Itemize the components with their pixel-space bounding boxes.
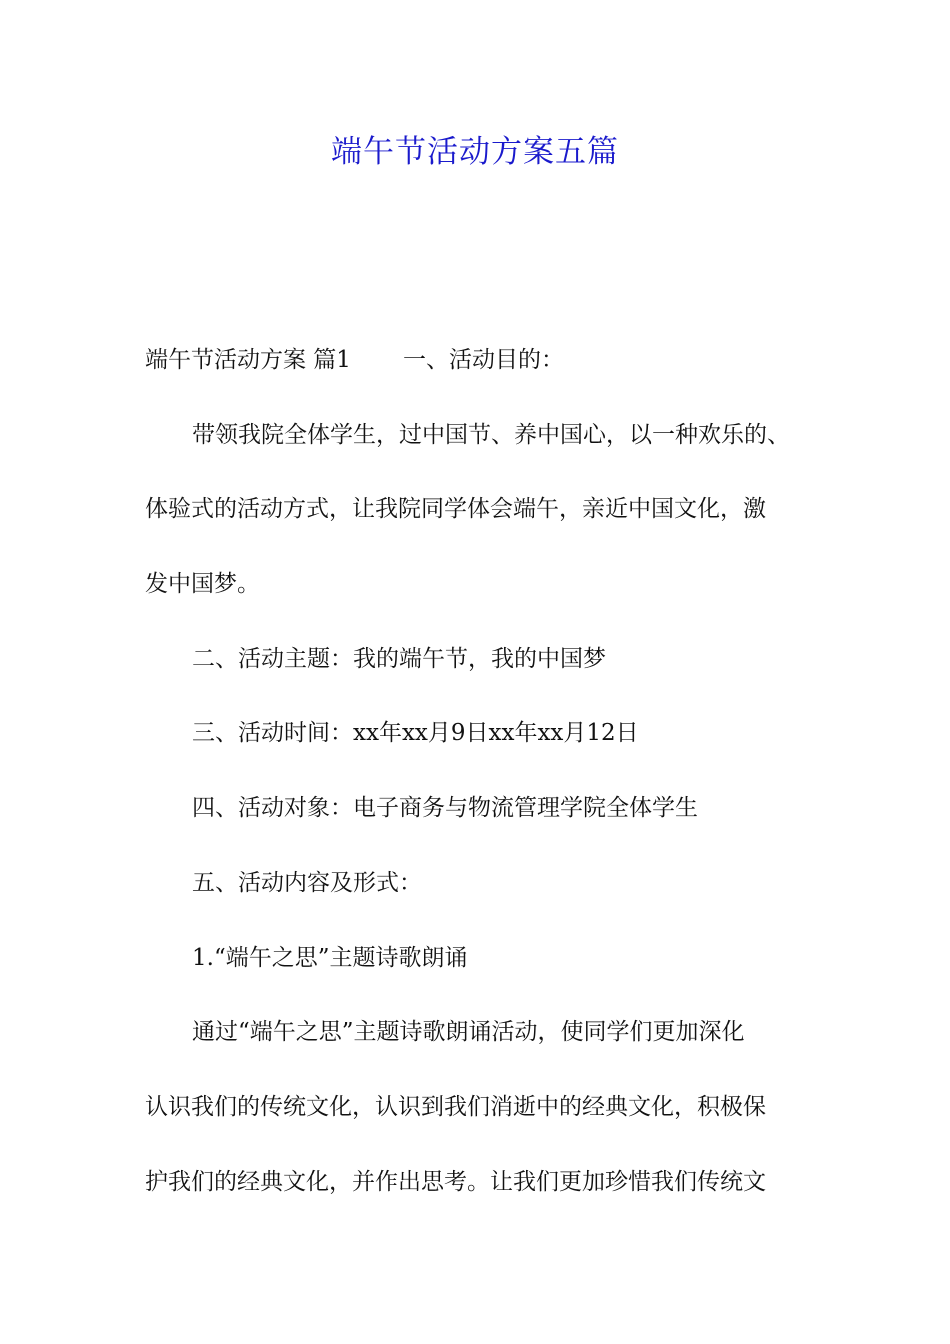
paragraph-line: 护我们的经典文化，并作出思考。让我们更加珍惜我们传统文: [145, 1168, 766, 1195]
paragraph-line: 1.“端午之思”主题诗歌朗诵: [192, 944, 468, 971]
paragraph-line: 通过“端午之思”主题诗歌朗诵活动，使同学们更加深化: [192, 1019, 745, 1046]
document-title: 端午节活动方案五篇: [331, 134, 619, 170]
paragraph-line: 带领我院全体学生，过中国节、养中国心，以一种欢乐的、: [192, 421, 790, 448]
paragraph-line: 体验式的活动方式，让我院同学体会端午，亲近中国文化，激: [145, 496, 766, 523]
document-body: [145, 338, 810, 1234]
subsection-heading: 一、活动目的：: [402, 347, 564, 373]
paragraph-line: 二、活动主题：我的端午节，我的中国梦: [192, 645, 606, 672]
paragraph-line: 三、活动时间：xx年xx月9日xx年xx月12日: [192, 720, 639, 747]
paragraph-line: 五、活动内容及形式：: [192, 869, 422, 896]
paragraph-line: 四、活动对象：电子商务与物流管理学院全体学生: [192, 795, 698, 822]
paragraph-line: [145, 338, 810, 413]
paragraph-line: 发中国梦。: [145, 571, 260, 598]
paragraph-line: 认识我们的传统文化，认识到我们消逝中的经典文化，积极保: [145, 1093, 766, 1120]
section-heading: 端午节活动方案 篇1: [145, 347, 351, 373]
